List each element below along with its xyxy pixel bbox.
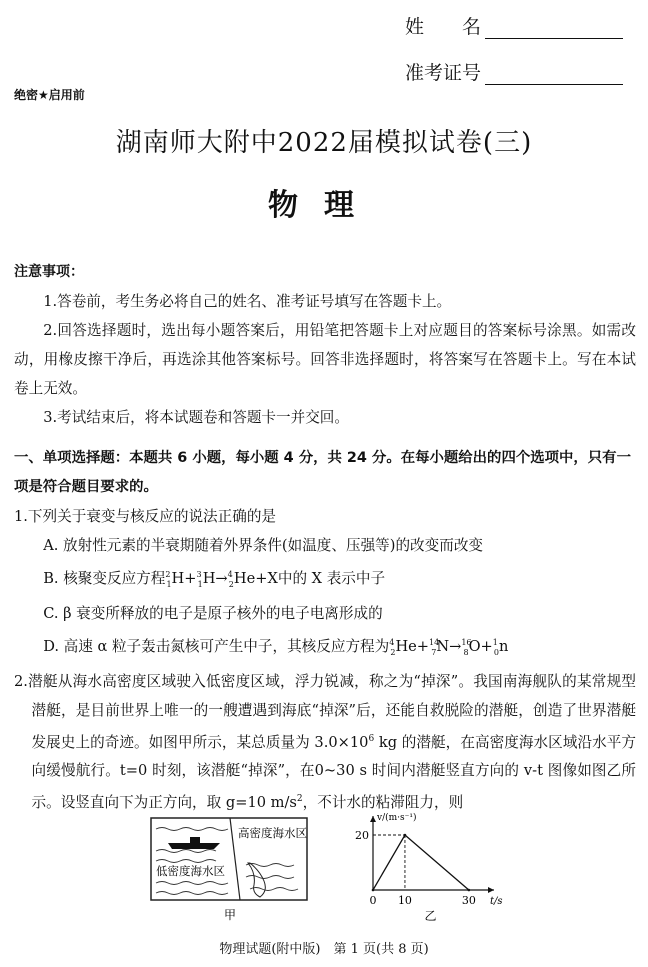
low-density-label: 低密度海水区	[156, 864, 225, 878]
x-axis-label: t/s	[490, 896, 503, 907]
name-blank[interactable]	[485, 18, 623, 39]
exam-number-label: 准考证号	[405, 62, 482, 84]
high-density-label: 高密度海水区	[238, 826, 307, 840]
name-field	[405, 12, 623, 39]
x-tick-label: 10	[397, 894, 412, 907]
y-axis-label: v/(m·s⁻¹)	[377, 813, 417, 823]
submarine-icon	[168, 837, 220, 849]
data-point	[372, 889, 375, 892]
figure-jia-caption: 甲	[223, 908, 237, 922]
exam-number-field	[405, 58, 623, 85]
fusion-equation: $^2_1$H+$^3_1$H→$^4_2$He+X	[165, 569, 278, 589]
option-1d: D. 高速 α 粒子轰击氮核可产生中子，其核反应方程为$^4_2$He+$^{14}_7$N→$^{16}_8$O+$^1_0$n	[43, 637, 509, 657]
series-line	[373, 835, 469, 890]
y-tick-label: 20	[355, 829, 369, 842]
chart-plot	[355, 812, 503, 923]
nuclear-equation: $^4_2$He+$^{14}_7$N→$^{16}_8$O+$^1_0$n	[389, 637, 509, 657]
vt-chart	[335, 812, 505, 927]
option-1c: C. β 衰变所释放的电子是原子核外的电子电离形成的	[43, 604, 383, 622]
question-2-stem: 2.潜艇从海水高密度区域驶入低密度区域，浮力锐减，称之为“掉深”。我国南海舰队的某常规型潜艇，是目前世界上唯一的一艘遭遇到海底“掉深”后，还能自救脱险的潜艇，创造了世界潜艇发展史上的奇迹。如图甲所示，某总质量为 $3.0\times 10^6$ kg 的潜艇，在高密度海水区域沿水平方向缓慢航行。t=0 时刻，该潜艇“掉深”，在0~30 s 时间内潜艇竖直方向的 v-t 图像如图乙所示。设竖直向下为正方向，取 g=10 $m/s^2$，不计水的粘滞阻力，则	[14, 672, 636, 812]
data-point	[404, 834, 407, 837]
y-axis-arrow-icon	[370, 816, 376, 822]
x-axis-arrow-icon	[488, 887, 494, 893]
option-1a: A. 放射性元素的半衰期随着外界条件(如温度、压强等)的改变而改变	[43, 537, 484, 554]
page-body	[14, 258, 636, 817]
data-point	[468, 889, 471, 892]
chart-caption: 乙	[424, 909, 437, 923]
name-label: 姓 名	[405, 16, 482, 38]
note-item: 2.回答选择题时，选出每小题答案后，用铅笔把答题卡上对应题目的答案标号涂黑。如需改动，用橡皮擦干净后，再选涂其他答案标号。回答非选择题时，将答案写在答题卡上。写在本试卷上无效。	[14, 322, 636, 397]
note-item: 1.答卷前，考生务必将自己的姓名、准考证号填写在答题卡上。	[43, 293, 452, 310]
page-footer: 物理试题(附中版) 第 1 页(共 8 页)	[219, 942, 429, 957]
notes-heading: 注意事项：	[14, 264, 84, 280]
secret-mark: 绝密★启用前	[14, 88, 85, 102]
section-heading: 一、单项选择题：本题共 6 小题，每小题 4 分，共 24 分。在每小题给出的四个选项中，只有一项是符合题目要求的。	[14, 450, 631, 495]
figure-jia	[150, 815, 310, 925]
x-tick-label: 0	[369, 894, 377, 907]
subject-title: 物理	[268, 188, 380, 223]
x-tick-label: 30	[461, 894, 476, 907]
note-item: 3.考试结束后，将本试题卷和答题卡一并交回。	[43, 409, 349, 426]
question-1-stem: 1.下列关于衰变与核反应的说法正确的是	[14, 508, 277, 525]
exam-title: 湖南师大附中2022届模拟试卷(三)	[115, 128, 533, 158]
drop-arrow-icon	[248, 863, 265, 897]
option-1b: B. 核聚变反应方程$^2_1$H+$^3_1$H→$^4_2$He+X中的 X 表示中子	[43, 569, 386, 589]
exam-number-blank[interactable]	[485, 64, 623, 85]
